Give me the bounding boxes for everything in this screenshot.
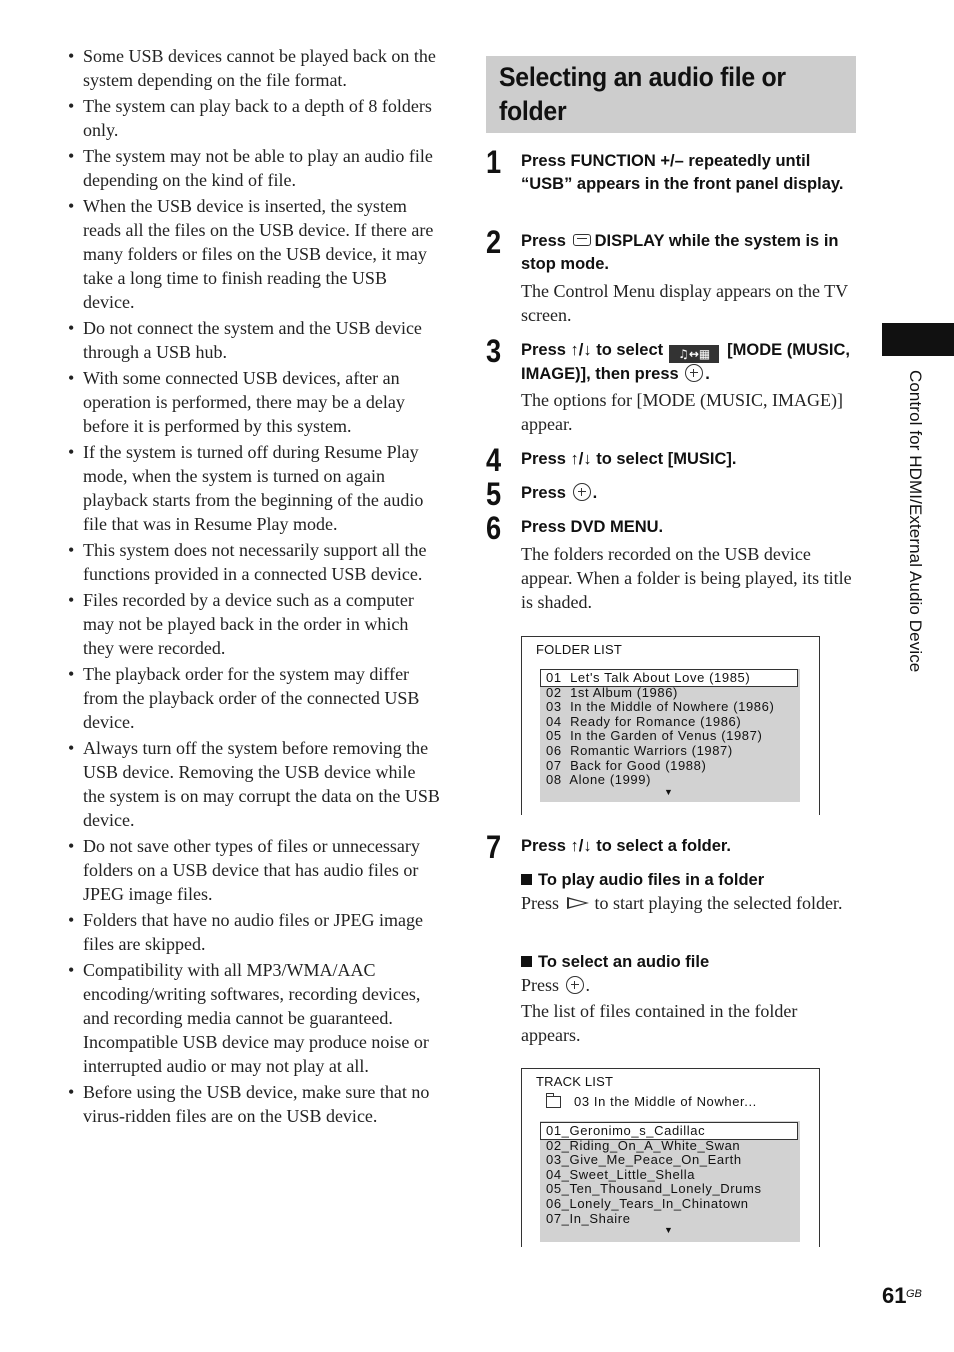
- step-title: [521, 482, 856, 505]
- bullet-icon: •: [68, 368, 75, 388]
- note-text: With some connected USB devices, after an operation is performed, there may be a delay before it is performed by this system.: [83, 368, 405, 436]
- bullet-icon: •: [68, 1082, 75, 1102]
- list-row[interactable]: 04 Ready for Romance (1986): [546, 713, 742, 729]
- mode-music-image-icon: ♫↔▦: [669, 345, 719, 363]
- section-tab-marker: [882, 323, 954, 356]
- list-row[interactable]: 01_Geronimo_s_Cadillac: [546, 1123, 706, 1138]
- list-row[interactable]: 04_Sweet_Little_Shella: [546, 1166, 696, 1182]
- note-item: [68, 366, 440, 438]
- step-title: [521, 230, 856, 276]
- list-row[interactable]: 06_Lonely_Tears_In_Chinatown: [546, 1196, 749, 1211]
- list-row[interactable]: 06 Romantic Warriors (1987): [546, 743, 733, 758]
- current-folder-name: 03 In the Middle of Nowher...: [574, 1094, 757, 1109]
- step-number: 2: [486, 224, 502, 260]
- step-title-part: Press: [521, 484, 566, 502]
- step-title: Press ↑/↓ to select a folder.: [521, 837, 732, 855]
- subheading-text: To select an audio file: [538, 953, 710, 971]
- note-text: If the system is turned off during Resume Play mode, when the system is turned on again playback starts from the beginning of the audio file that was in Resume Play mode.: [83, 442, 424, 534]
- list-row[interactable]: 07 Back for Good (1988): [546, 757, 707, 773]
- note-item: [68, 958, 440, 1078]
- page-number: 61: [882, 1283, 907, 1308]
- select-file-result: The list of files contained in the folder appears.: [521, 1001, 798, 1045]
- list-row[interactable]: 05_Ten_Thousand_Lonely_Drums: [546, 1181, 762, 1197]
- step-title-part: DISPLAY while the system is in stop mode.: [521, 232, 839, 273]
- page-number-suffix: GB: [906, 1288, 922, 1300]
- bullet-icon: •: [68, 540, 75, 560]
- body-part: Press: [521, 975, 560, 995]
- track-list-screen: [521, 1068, 820, 1247]
- step-title: [521, 339, 856, 386]
- note-text: The system may not be able to play an audio file depending on the kind of file.: [83, 146, 433, 190]
- step-title-part: Press: [521, 232, 566, 250]
- folder-list-title: FOLDER LIST: [536, 642, 622, 657]
- section-heading-box: [486, 56, 856, 133]
- enter-button-icon: [566, 976, 584, 994]
- list-row[interactable]: 03_Give_Me_Peace_On_Earth: [546, 1152, 742, 1168]
- track-list-title: TRACK LIST: [536, 1074, 614, 1089]
- scroll-down-arrow-icon[interactable]: ▼: [664, 786, 673, 797]
- step-title-part: [MODE (MUSIC, IMAGE)], then press: [521, 341, 850, 383]
- select-file-body: [521, 973, 856, 997]
- note-item: [68, 662, 440, 734]
- section-tab-label: Control for HDMI/External Audio Device: [906, 370, 925, 673]
- note-item: [68, 736, 440, 832]
- play-folder-body: [521, 891, 856, 915]
- note-text: Before using the USB device, make sure that no virus-ridden files are on the USB device.: [83, 1082, 430, 1126]
- step-body: The Control Menu display appears on the TV screen.: [521, 281, 848, 325]
- step-number: 7: [486, 829, 502, 865]
- square-bullet-icon: [521, 956, 532, 967]
- step-title-part: .: [592, 484, 598, 502]
- step-title-part: Press ↑/↓ to select: [521, 341, 664, 359]
- bullet-icon: •: [68, 960, 75, 980]
- note-text: The system can play back to a depth of 8 folders only.: [83, 96, 432, 140]
- note-text: Always turn off the system before removing the USB device. Removing the USB device while the system is on may corrupt the data on the USB device.: [83, 738, 440, 830]
- track-list-items: [540, 1121, 800, 1242]
- scroll-down-arrow-icon[interactable]: ▼: [664, 1225, 673, 1236]
- note-item: [68, 1080, 440, 1128]
- list-row[interactable]: 07_In_Shaire: [546, 1210, 631, 1226]
- note-item: [68, 316, 440, 364]
- list-row[interactable]: 01 Let's Talk About Love (1985): [546, 670, 751, 685]
- folder-list-items: [540, 669, 800, 802]
- play-button-icon: [567, 897, 589, 909]
- bullet-icon: •: [68, 664, 75, 684]
- note-text: Some USB devices cannot be played back on the system depending on the file format.: [83, 46, 436, 90]
- enter-button-icon: [685, 364, 703, 382]
- bullet-icon: •: [68, 146, 75, 166]
- bullet-icon: •: [68, 46, 75, 66]
- note-text: Do not connect the system and the USB device through a USB hub.: [83, 318, 422, 362]
- note-text: Folders that have no audio files or JPEG image files are skipped.: [83, 910, 423, 954]
- square-bullet-icon: [521, 874, 532, 885]
- note-item: [68, 144, 440, 192]
- bullet-icon: •: [68, 442, 75, 462]
- note-item: [68, 588, 440, 660]
- bullet-icon: •: [68, 590, 75, 610]
- note-item: [68, 440, 440, 536]
- select-file-heading: [521, 951, 856, 973]
- step-title: Press ↑/↓ to select [MUSIC].: [521, 450, 737, 468]
- display-button-icon: [573, 234, 591, 246]
- note-text: Files recorded by a device such as a computer may not be played back in the order in which they were recorded.: [83, 590, 414, 658]
- note-item: [68, 538, 440, 586]
- step-title-part: .: [705, 365, 710, 383]
- bullet-icon: •: [68, 96, 75, 116]
- note-text: Compatibility with all MP3/WMA/AAC encoding/writing softwares, recording devices, and recording media cannot be guaranteed. Incompatible USB device may produce noise or interrupted audio or may not play at all.: [83, 960, 429, 1076]
- note-item: [68, 908, 440, 956]
- list-row[interactable]: 02_Riding_On_A_White_Swan: [546, 1137, 741, 1153]
- bullet-icon: •: [68, 910, 75, 930]
- list-row[interactable]: 05 In the Garden of Venus (1987): [546, 728, 763, 744]
- step-number: 1: [486, 144, 502, 180]
- note-text: The playback order for the system may differ from the playback order of the connected USB device.: [83, 664, 420, 732]
- note-text: This system does not necessarily support all the functions provided in a connected USB device.: [83, 540, 427, 584]
- step-number: 5: [486, 476, 502, 512]
- note-text: Do not save other types of files or unnecessary folders on a USB device that has audio files or JPEG image files.: [83, 836, 420, 904]
- notes-list: [68, 44, 440, 1128]
- folder-list-screen: [521, 636, 820, 815]
- step-number: 4: [486, 442, 502, 478]
- enter-button-icon: [573, 483, 591, 501]
- bullet-icon: •: [68, 738, 75, 758]
- step-body: The folders recorded on the USB device appear. When a folder is being played, its title is shaded.: [521, 544, 852, 612]
- list-row[interactable]: 08 Alone (1999): [546, 772, 652, 788]
- bullet-icon: •: [68, 196, 75, 216]
- body-part: Press: [521, 893, 560, 913]
- bullet-icon: •: [68, 836, 75, 856]
- step-title: Press FUNCTION +/– repeatedly until “USB” appears in the front panel display.: [521, 152, 844, 193]
- note-item: [68, 194, 440, 314]
- step-body: The options for [MODE (MUSIC, IMAGE)] appear.: [521, 390, 843, 434]
- note-item: [68, 94, 440, 142]
- subheading-text: To play audio files in a folder: [538, 871, 765, 889]
- note-item: [68, 44, 440, 92]
- note-item: [68, 834, 440, 906]
- note-text: When the USB device is inserted, the system reads all the files on the USB device. If there are many folders or files on the USB device, it may take a long time to finish reading the USB device.: [83, 196, 434, 312]
- section-heading: Selecting an audio file or folder: [499, 62, 786, 126]
- body-part: .: [585, 975, 591, 995]
- list-row[interactable]: 03 In the Middle of Nowhere (1986): [546, 699, 775, 715]
- body-part: to start playing the selected folder.: [594, 893, 843, 913]
- bullet-icon: •: [68, 318, 75, 338]
- step-number: 6: [486, 510, 502, 546]
- folder-icon: [546, 1096, 561, 1108]
- play-folder-heading: [521, 869, 856, 891]
- step-number: 3: [486, 333, 502, 369]
- list-row[interactable]: 02 1st Album (1986): [546, 684, 678, 700]
- notes-column: [68, 44, 440, 1130]
- step-title: Press DVD MENU.: [521, 518, 664, 536]
